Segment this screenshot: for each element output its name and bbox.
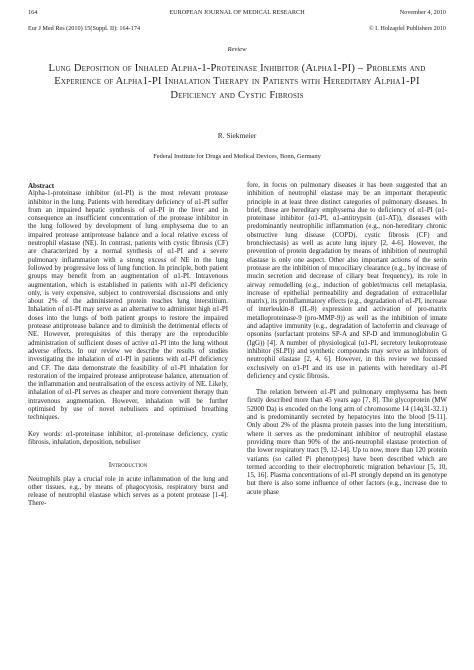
affiliation: Federal Institute for Drugs and Medical Devices, Bonn, Germany <box>153 153 321 160</box>
body-paragraph: fore, in focus on pulmonary diseases it has been suggested that an inhibition of neutrophil elastase may be an important therapeutic principle in at least three distinct categories of pulmonary diseases. In brief, these are hereditary emphysema due to deficiency of α1-PI (α1-proteinase inhibitor (α1-PI, α1-antitrypsin (α1-AT)), diseases with predominantly neutrophilic inflammation (e.g., non-hereditary chronic obstructive lung disease (COPD), cystic fibrosis (CF) and bronchiectasis) as well as acute lung injury [2, 4-6]. However, the prevention of protein degradation by means of inhibition of neutrophil elastase is only one aspect. Other also important actions of the serin protease are the inhibition of mucociliary clearance (e.g., by increase of mucin secretion and decrease of ciliary beat frequency), its role in airway remodelling (e.g., induction of goblet/mucus cell metaplasia, increase of epithelial permeability and degradation of extracellular matrix), its proinflammatory effects (e.g., degradation of α1-PI, increase of interleukin-8 (IL-8) expression and activation of pro-matrix metalloproteinase-9 (pro-MMP-9)) as well as the inhibition of innate and adaptive immunity (e.g., degradation of lactoferrin and cleavage of opsonins (surfactant proteins SP-A and SP-D and immunoglobulin G (IgG)) [4]. A number of physiological (α1-PI, secretory leukoprotease inhibitor (SLPI)) and synthetic compounds may serve as inhibitors of neutrophil elastase [2, 4, 6]. However, in this review we focussed exclusively on α1-PI and its use in patients with hereditary α1-PI deficiency and cystic fibrosis. <box>247 182 447 380</box>
section-label: Review <box>227 46 247 53</box>
author: R. Siekmeier <box>217 131 257 140</box>
introduction-heading: Introduction <box>108 461 148 470</box>
page-number: 164 <box>28 9 38 16</box>
copyright: © I. Holzapfel Publishers 2010 <box>368 25 446 32</box>
abstract-text: Alpha-1-proteinase inhibitor (α1-PI) is the most relevant protease inhibitor in the lung. Patients with hereditary deficiency of α1-PI suffer from an impaired hepatic synthesis of α1-PI in the liver and in consequence an insufficient concentration of the protease inhibitor in the lung followed by development of lung emphysema due to an impaired protease antiprotease balance and a local relative excess of neutrophil elastase (NE). In contrast, patients with cystic fibrosis (CF) are characterized by a normal synthesis of α1-PI and a severe pulmonary inflammation with a strong excess of NE in the lung followed by progressive loss of lung function. In principle, both patient groups may benefit from an augmentation of α1-PI. Intravenous augmentation, which is established in patients with α1-PI deficiency only, is very expensive, subject to controversial discussions and only about 2% of the administered protein reaches lung interstitium. Inhalation of α1-PI may serve as an alternative to administer high α1-PI doses into the lungs of both patient groups to restore the impaired protease antiprotease balance and to diminish the detrimental effects of NE. However, prerequisites of this therapy are the reproducible administration of sufficient doses of active α1-PI into the lung without adverse effects. In our review we describe the results of studies investigating the inhalation of α1-PI in patients with α1-PI deficiency and CF. The data demonstrate the feasibility of α1-PI inhalation for restoration of the impaired protease antiprotease balance, attenuation of the inflammation and neutralisation of the excess activity of NE. Likely, inhalation of α1-PI serves as cheaper and more convenient therapy than intravenous augmentation. However, inhalation will be further optimised by use of novel nebulisers and optimised breathing techniques. <box>28 190 228 422</box>
keywords: Key words: α1-proteinase inhibitor, α1-proteinase deficiency, cystic fibrosis, inhalation, deposition, nebuliser <box>28 430 228 446</box>
journal-name: EUROPEAN JOURNAL OF MEDICAL RESEARCH <box>169 9 305 16</box>
abstract-heading: Abstract <box>28 182 55 190</box>
issue-date: November 4, 2010 <box>399 9 446 16</box>
left-column <box>28 182 228 509</box>
right-column <box>247 182 447 497</box>
article-title: Lung Deposition of Inhaled Alpha-1-Proteinase Inhibitor (Alpha1-PI) – Problems and Experience of Alpha1-PI Inhalation Therapy in Patients with Hereditary Alpha1-PI Deficiency and Cystic Fibrosis <box>48 63 426 101</box>
body-paragraph: The relation between α1-PI and pulmonary emphysema has been firstly described more than 45 years ago [7, 8]. The glycoprotein (MW 52000 Da) is encoded on the long arm of chromosome 14 (14q31-32.1) and is predominantly secreted by hepatocytes into the blood [9-11]. Only about 2% of the plasma protein passes into the lung interstitium, where it serves as the predominant inhibitor of neutrophil elastase providing more than 90% of the anti-neutrophil elastase protection of the lower respiratory tract [9, 12-14]. Up to now, more than 120 protein variants (so called Pi phenotypes) have been described which are termed according to their electrophoretic migration behaviour [5, 10, 15, 16]. Plasma concentrations of α1-PI strongly depend on its genotype but there is also some influence of other factors (e.g., increase due to acute phase <box>247 389 447 496</box>
citation: Eur J Med Res (2010) 15(Suppl. II): 164-174 <box>28 25 141 32</box>
introduction-text: Neutrophils play a crucial role in acute inflammation of the lung and other tissues, e.g., by means of phagocytosis, respiratory burst and release of neutrophil elastase which serves as a potent protease [1-4]. There- <box>28 475 228 508</box>
